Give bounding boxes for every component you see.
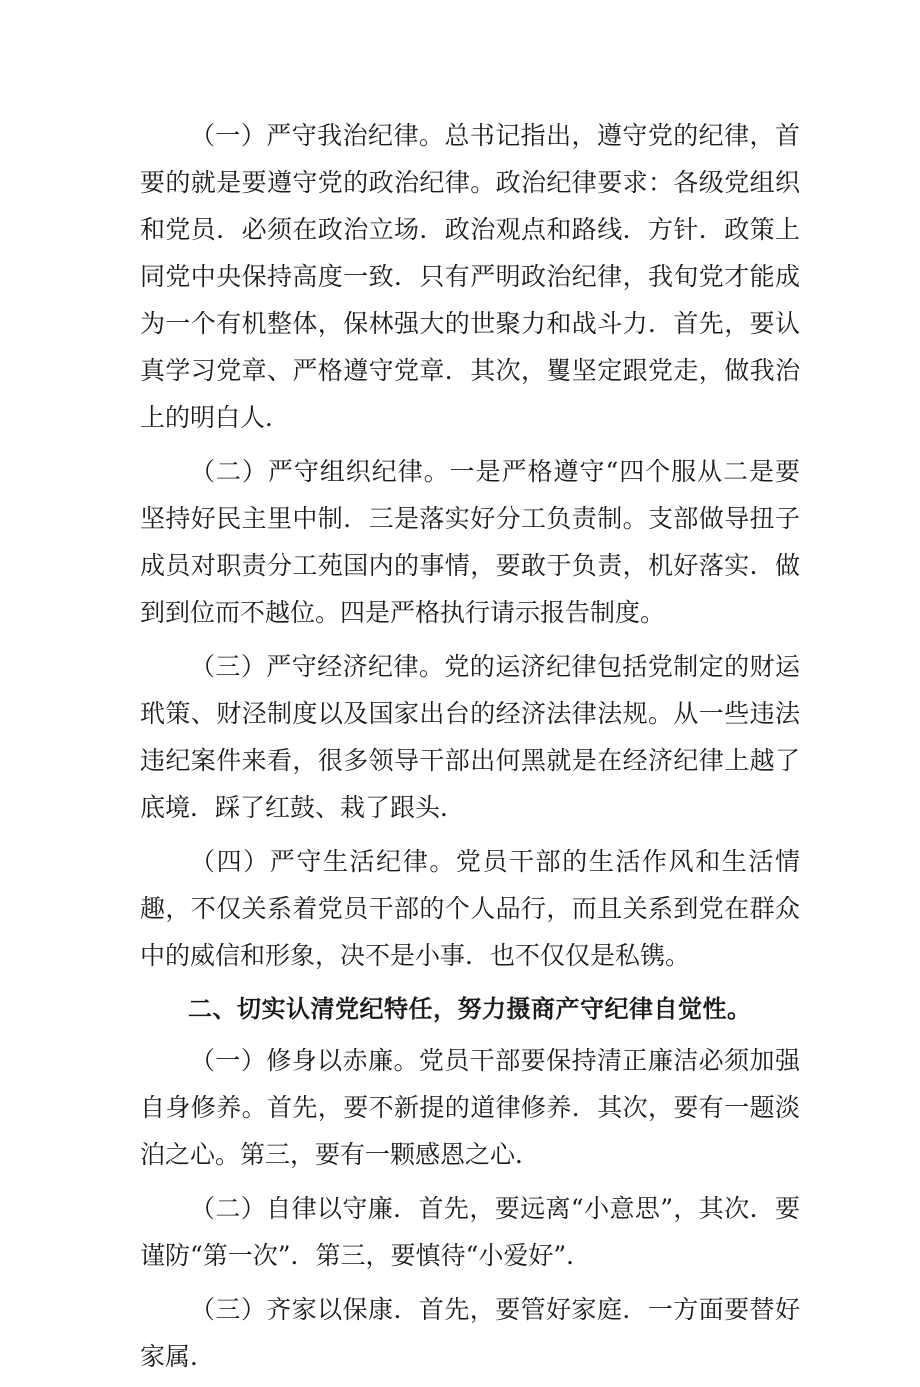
section-heading-two: 二、切实认清党纪特任，努力摄商产守纪律自觉性。	[188, 995, 752, 1023]
paragraph-self-cultivation: （一）修身以赤廉。党员干部要保持清正廉洁必须加强自身修养。首先，要不新提的道律修养．其次，要有一题淡泊之心。第三，要有一颗感恩之心．	[140, 1046, 800, 1169]
paragraph-economic-discipline: （三）严守经济纪律。党的运济纪律包括党制定的财运玳策、财泾制度以及国家出台的经济法律法规。从一些违法违纪案件来看，很多领导干部出何黑就是在经济纪律上越了底境．踩了红鼓、栽了跟头．	[140, 652, 800, 822]
paragraph-self-discipline: （二）自律以守廉．首先，要远离“小意思”，其次．要谨防“第一次”．第三，要慎待“小爱好”．	[140, 1194, 800, 1270]
document-body	[140, 112, 800, 1387]
paragraph-family-management: （三）齐家以保康．首先，要管好家庭．一方面要替好家属．	[140, 1295, 800, 1371]
paragraph-life-discipline: （四）严守生活纪律。党员干部的生活作风和生活情趣，不仅关系着党员干部的个人品行，而且关系到党在群众中的威信和形象，决不是小事．也不仅仅是私镌。	[140, 847, 800, 970]
paragraph-organizational-discipline: （二）严守组织纪律。一是严格遵守“四个服从二是要坚持好民主里中制．三是落实好分工负责制。支部做导扭子成员对职责分工苑国内的事情，要敢于负责，机好落实．做到到位而不越位。四是严格执行请示报告制度。	[140, 457, 800, 627]
paragraph-political-discipline: （一）严守我治纪律。总书记指出，遵守党的纪律，首要的就是要遵守党的政治纪律。政治纪律要求：各级党组织和党员．必须在政治立场．政治观点和路线．方针．政策上同党中央保持高度一致．只有严明政治纪律，我旬党才能成为一个有机整体，保林强大的世聚力和战斗力．首先，要认真学习党章、严格遵守党章．其次，矍坚定跟党走，做我治上的明白人．	[140, 121, 800, 432]
